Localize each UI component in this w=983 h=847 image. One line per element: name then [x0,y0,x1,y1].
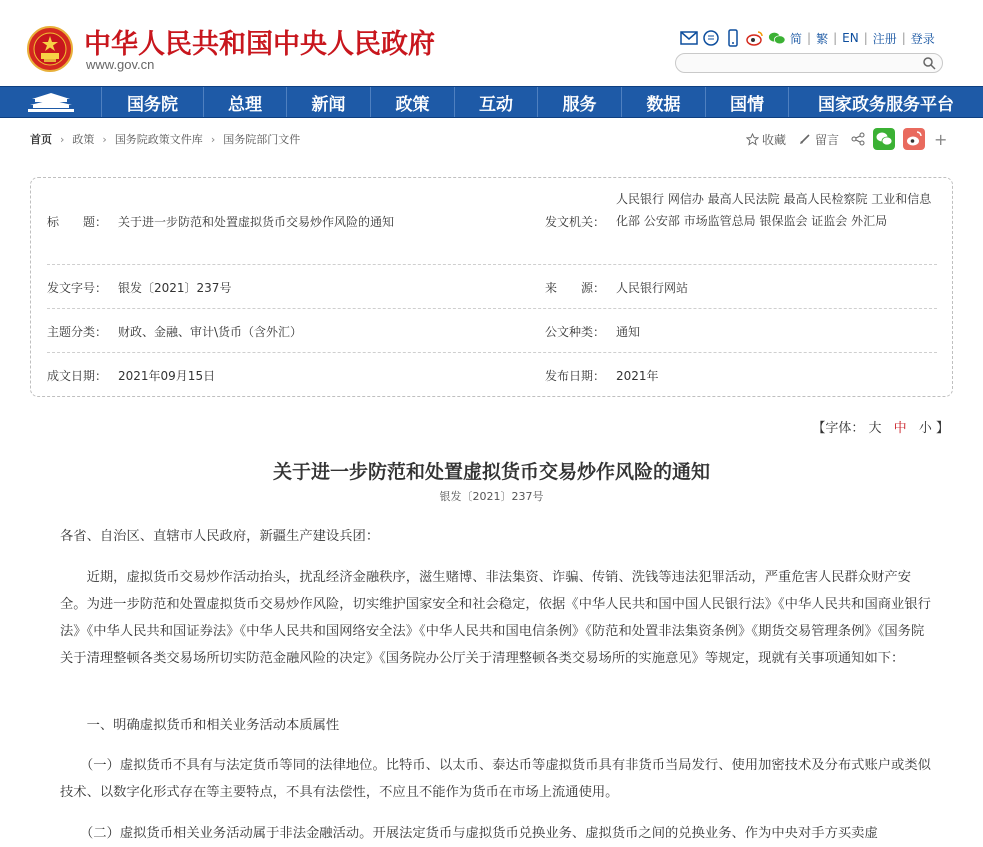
collect-label: 收藏 [762,132,787,147]
tiananmen-icon [24,91,78,113]
star-icon [745,132,759,146]
search-input[interactable] [686,55,920,73]
meta-divider [47,352,937,353]
wechat-icon[interactable] [768,29,786,47]
site-header [0,0,983,86]
search-icon[interactable] [922,56,936,70]
mobile-icon[interactable] [724,29,742,47]
share-icon [851,132,865,146]
font-size-prefix: 【字体： [812,421,865,436]
meta-title-label: 标 题： [47,215,108,229]
wechat-icon [873,128,895,150]
collect-button[interactable] [745,131,786,148]
site-title[interactable]: 中华人民共和国中央人民政府 [84,29,435,60]
meta-pubdate-value: 2021年 [616,369,659,383]
meta-docno-value: 银发〔2021〕237号 [118,281,232,295]
nav-item-data[interactable]: 数据 [622,87,706,117]
share-weibo-button[interactable] [903,128,925,150]
separator: | [807,31,812,45]
header-tools [680,28,935,48]
share-button[interactable] [851,132,865,146]
login-link[interactable]: 登录 [910,31,935,46]
article-paragraph: （二）虚拟货币相关业务活动属于非法金融活动。开展法定货币与虚拟货币兑换业务、虚拟货币之间的兑换业务、作为中央对手方买卖虚 [60,826,878,841]
meta-date-value: 2021年09月15日 [118,369,216,383]
font-size-small[interactable]: 小 [918,421,932,436]
weibo-icon [903,128,925,150]
more-share-button[interactable]: + [934,129,948,149]
meta-source-value: 人民银行网站 [616,281,689,295]
nav-home[interactable] [0,87,102,117]
share-wechat-button[interactable] [873,128,895,150]
share-bar [745,128,947,150]
separator: | [901,31,906,45]
meta-divider [47,264,937,265]
lang-english-link[interactable]: EN [842,31,859,45]
register-link[interactable]: 注册 [872,31,897,46]
nav-item-gov-service-platform[interactable]: 国家政务服务平台 [818,94,954,115]
message-icon[interactable] [702,29,720,47]
document-info-box [30,177,953,397]
breadcrumb-department-docs[interactable]: 国务院部门文件 [223,133,301,146]
meta-divider [47,308,937,309]
separator: | [833,31,838,45]
meta-title-value: 关于进一步防范和处置虚拟货币交易炒作风险的通知 [118,215,395,229]
article-salutation: 各省、自治区、直辖市人民政府，新疆生产建设兵团： [60,529,380,544]
meta-issuer-label: 发文机关： [545,215,606,229]
breadcrumb-policy-library[interactable]: 国务院政策文件库 [114,133,203,146]
comment-label: 留言 [815,132,840,147]
national-emblem-icon[interactable] [27,26,73,72]
chevron-right-icon: › [102,132,107,146]
article-doc-number: 银发〔2021〕237号 [439,490,544,503]
meta-type-label: 公文种类： [545,325,606,339]
nav-item-interaction[interactable]: 互动 [455,87,538,117]
lang-simplified-link[interactable]: 简 [790,31,803,46]
font-size-medium[interactable]: 中 [893,421,907,436]
article-paragraph: 近期，虚拟货币交易炒作活动抬头，扰乱经济金融秩序，滋生赌博、非法集资、诈骗、传销、洗钱等违法犯罪活动，严重危害人民群众财产安全。为进一步防范和处置虚拟货币交易炒作风险，切实维护国家安全和社会稳定，依据《中华人民共和国中国人民银行法》《中华人民共和国商业银行法》《中华人民共和国证券法》《中华人民共和国网络安全法》《中华人民共和国电信条例》《防范和处置非法集资条例》《期货交易管理条例》《国务院关于清理整顿各类交易场所切实防范金融风险的决定》《国务院办公厅关于清理整顿各类交易场所的实施意见》等规定，现就有关事项通知如下： [60,570,931,666]
meta-docno-label: 发文字号： [47,281,108,295]
chevron-right-icon: › [60,132,65,146]
breadcrumb-policy[interactable]: 政策 [72,133,95,146]
nav-item-service[interactable]: 服务 [538,87,622,117]
pencil-icon [798,132,812,146]
comment-button[interactable] [798,131,839,148]
breadcrumb-home[interactable]: 首页 [30,133,52,146]
site-url[interactable]: www.gov.cn [86,57,155,72]
weibo-icon[interactable] [746,29,764,47]
search-box [675,53,943,73]
article-title: 关于进一步防范和处置虚拟货币交易炒作风险的通知 [272,461,710,483]
font-size-switcher [812,417,949,436]
nav-item-national-info[interactable]: 国情 [706,87,789,117]
nav-item-state-council[interactable]: 国务院 [102,87,204,117]
mail-icon[interactable] [680,29,698,47]
chevron-right-icon: › [210,132,216,146]
article-section-heading: 一、明确虚拟货币和相关业务活动本质属性 [60,718,340,733]
font-size-suffix: 】 [935,421,949,436]
meta-topic-label: 主题分类： [47,325,108,339]
main-nav [0,86,983,118]
meta-issuer-value: 人民银行 网信办 最高人民法院 最高人民检察院 工业和信息化部 公安部 市场监管总局 银保监会 证监会 外汇局 [616,192,932,228]
lang-traditional-link[interactable]: 繁 [816,31,829,46]
nav-item-news[interactable]: 新闻 [287,87,371,117]
nav-item-premier[interactable]: 总理 [204,87,287,117]
nav-item-policy[interactable]: 政策 [371,87,455,117]
separator: | [863,31,868,45]
article-paragraph: （一）虚拟货币不具有与法定货币等同的法律地位。比特币、以太币、泰达币等虚拟货币具有非货币当局发行、使用加密技术及分布式账户或类似技术、以数字化形式存在等主要特点，不具有法偿性，不应且不能作为货币在市场上流通使用。 [60,758,931,800]
meta-source-label: 来 源： [545,281,606,295]
meta-topic-value: 财政、金融、审计\货币（含外汇） [118,325,303,339]
font-size-large[interactable]: 大 [868,421,882,436]
meta-type-value: 通知 [616,325,641,339]
breadcrumb [30,131,300,147]
meta-pubdate-label: 发布日期： [545,369,606,383]
meta-date-label: 成文日期： [47,369,108,383]
